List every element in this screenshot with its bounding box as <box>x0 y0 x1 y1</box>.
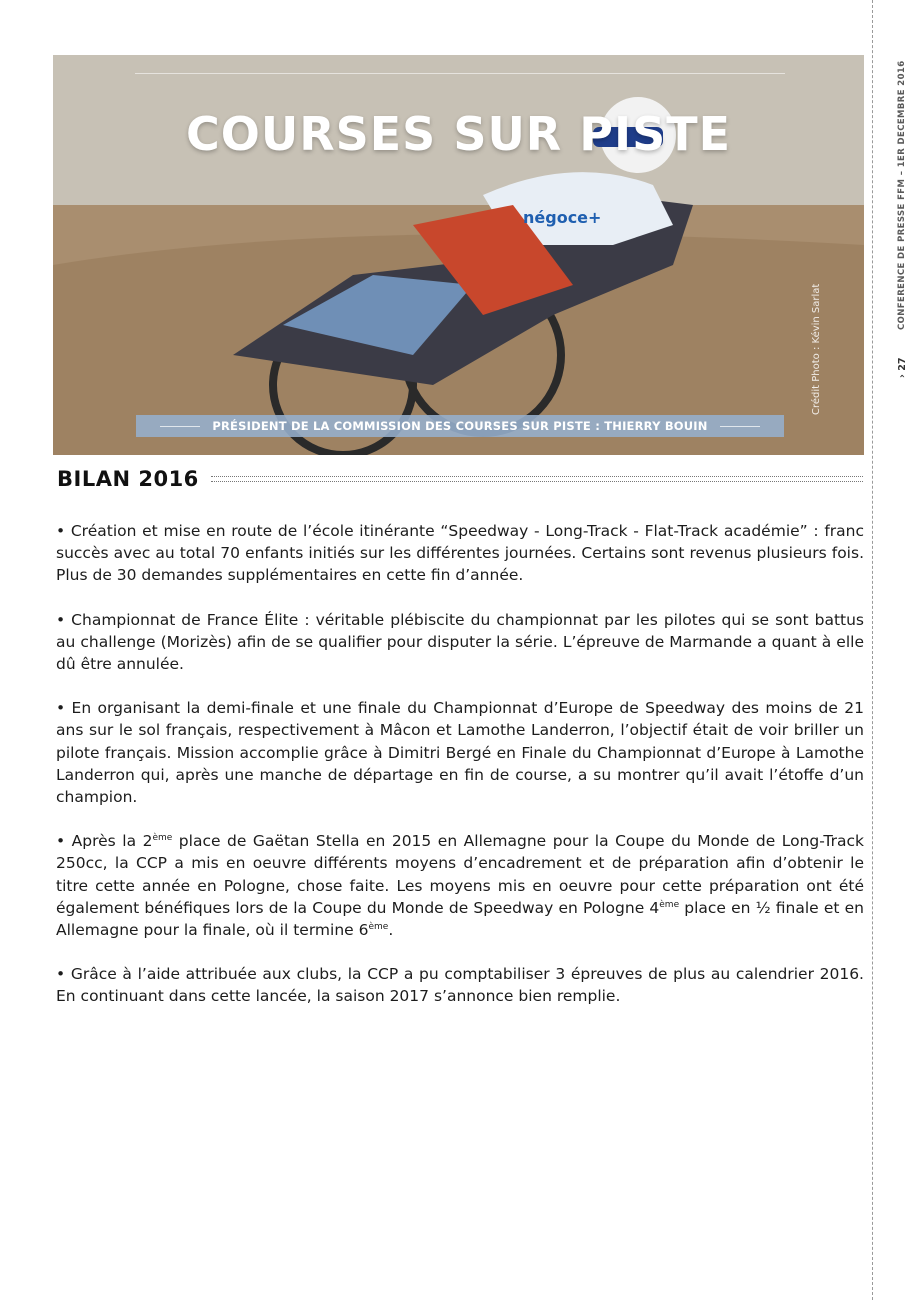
hero-top-rule <box>135 73 785 74</box>
section-title: BILAN 2016 <box>57 467 199 491</box>
paragraph-ecole: • Création et mise en route de l’école itinérante “Speedway - Long-Track - Flat-Track académie” : franc succès avec au total 70 enfants initiés sur les différentes journées. Certains sont revenus plusieurs fois. Plus de 30 demandes supplémentaires en cette fin d’année. <box>56 522 864 585</box>
section-dotted-rule <box>211 476 863 482</box>
p4-sup-b: ème <box>659 899 680 910</box>
p4-part-c: place en ½ finale et en Allemagne pour la finale, où il termine 6 <box>56 898 864 940</box>
section-header <box>57 464 863 494</box>
p4-part-a: • Après la 2 <box>56 832 153 851</box>
page-title: COURSES SUR PISTE <box>185 107 731 161</box>
fairing-sponsor-text: négoce+ <box>523 208 602 227</box>
p4-part-d: . <box>388 921 394 940</box>
banner-rule-right <box>720 426 760 427</box>
president-label: PRÉSIDENT DE LA COMMISSION DES COURSES SUR PISTE : THIERRY BOUIN <box>212 419 708 433</box>
p4-sup-c: ème <box>368 922 389 933</box>
page-number: › 27 <box>897 357 908 378</box>
hero-photo <box>53 55 864 455</box>
paragraph-championnat-elite: • Championnat de France Élite : véritable plébiscite du championnat par les pilotes qui se sont battus au challenge (Morizès) afin de se qualifier pour disputer la série. L’épreuve de Marmande a quant à elle dû être annulée. <box>56 610 864 674</box>
banner-rule-left <box>160 426 200 427</box>
paragraph-europe-speedway: • En organisant la demi-finale et une finale du Championnat d’Europe de Speedway des moins de 21 ans sur le sol français, respectivement à Mâcon et Lamothe Landerron, l’objectif était de voir briller un pilote français. Mission accomplie grâce à Dimitri Bergé en Finale du Championnat d’Europe à Lamothe Landerron qui, après une manche de départage en fin de course, a su montrer qu’il avait l’étoffe d’un champion. <box>56 699 864 807</box>
p4-part-b: place de Gaëtan Stella en 2015 en Allemagne pour la Coupe du Monde de Long-Track 250cc, la CCP a mis en oeuvre différents moyens d’encadrement et de préparation afin d’obtenir le titre cette année en Pologne, chose faite. Les moyens mis en oeuvre pour cette préparation ont été également bénéfiques lors de la Coupe du Monde de Speedway en Pologne 4 <box>56 832 864 917</box>
p4-sup-a: ème <box>152 833 173 844</box>
page-edge-rule <box>872 0 873 1300</box>
body-text <box>56 520 864 1030</box>
president-banner <box>136 415 784 437</box>
photo-credit: Crédit Photo : Kévin Sarlat <box>811 283 822 415</box>
conference-label: CONFERENCE DE PRESSE FFM – 1ER DECEMBRE 2016 <box>897 60 907 330</box>
paragraph-coupe-du-monde <box>56 830 864 941</box>
paragraph-clubs: • Grâce à l’aide attribuée aux clubs, la CCP a pu comptabiliser 3 épreuves de plus au calendrier 2016. En continuant dans cette lancée, la saison 2017 s’annonce bien remplie. <box>56 965 864 1006</box>
